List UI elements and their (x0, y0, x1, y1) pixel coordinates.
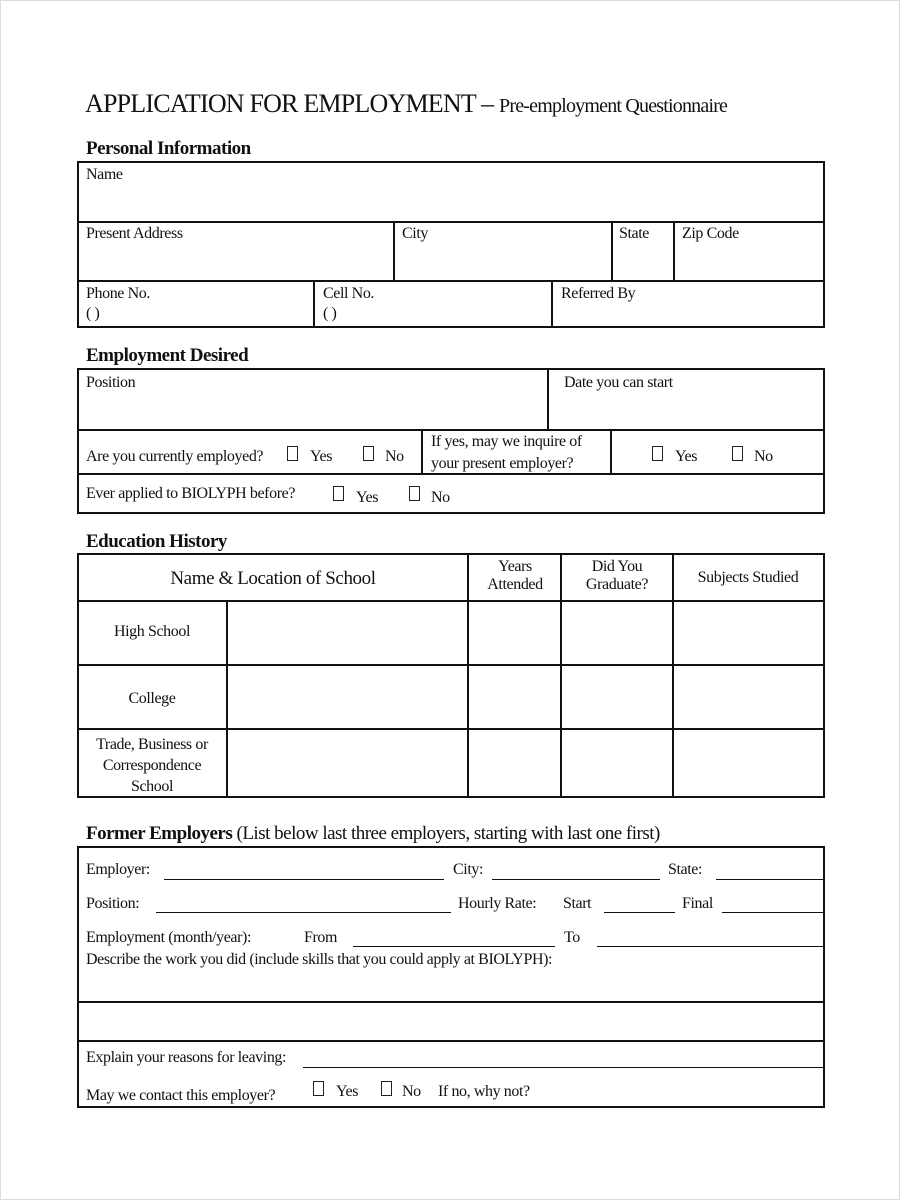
inquire-yes-checkbox[interactable] (652, 446, 663, 461)
city-field[interactable]: City (402, 225, 428, 242)
column-header-years: Years Attended (487, 558, 543, 594)
column-header-graduate: Did You Graduate? (585, 558, 649, 594)
why-not-label: If no, why not? (438, 1083, 530, 1100)
contact-employer-label: May we contact this employer? (86, 1087, 276, 1104)
referred-by-field[interactable]: Referred By (561, 285, 636, 302)
start-rate-label: Start (563, 895, 592, 912)
position-field[interactable]: Position (86, 374, 136, 391)
cell-area-code: ( ) (323, 305, 337, 322)
row-college: College (128, 690, 176, 707)
final-rate-label: Final (682, 895, 713, 912)
phone-area-code: ( ) (86, 305, 100, 322)
currently-employed-label: Are you currently employed? (86, 448, 264, 465)
start-rate-input[interactable] (604, 912, 675, 913)
currently-employed-no-checkbox[interactable] (363, 446, 374, 461)
column-header-school: Name & Location of School (170, 568, 376, 589)
row-trade-school: Trade, Business or Correspondence School (96, 736, 208, 795)
section-personal-heading: Personal Information (86, 138, 251, 159)
reasons-leaving-input[interactable] (303, 1067, 824, 1068)
employer-state-input[interactable] (716, 879, 824, 880)
yes-label: Yes (336, 1083, 359, 1100)
reasons-leaving-label: Explain your reasons for leaving: (86, 1049, 287, 1066)
column-header-subjects: Subjects Studied (697, 569, 799, 586)
former-employers-table (77, 846, 825, 1108)
employer-city-input[interactable] (492, 879, 660, 880)
currently-employed-yes-checkbox[interactable] (287, 446, 298, 461)
cell-field[interactable]: Cell No. (323, 285, 375, 302)
no-label: No (754, 448, 773, 465)
page-title: APPLICATION FOR EMPLOYMENT – Pre-employment Questionnaire (85, 89, 728, 118)
section-employment-heading: Employment Desired (86, 345, 249, 366)
yes-label: Yes (356, 489, 379, 506)
from-label: From (304, 929, 338, 946)
position-label: Position: (86, 895, 140, 912)
address-field[interactable]: Present Address (86, 225, 183, 242)
row-high-school: High School (113, 623, 191, 640)
applied-yes-checkbox[interactable] (333, 486, 344, 501)
start-date-field[interactable]: Date you can start (564, 374, 673, 391)
no-label: No (385, 448, 404, 465)
to-label: To (564, 929, 580, 946)
applied-no-checkbox[interactable] (409, 486, 420, 501)
zip-field[interactable]: Zip Code (682, 225, 739, 242)
employer-input[interactable] (164, 879, 444, 880)
phone-field[interactable]: Phone No. (86, 285, 150, 302)
no-label: No (402, 1083, 421, 1100)
employer-label: Employer: (86, 861, 150, 878)
former-position-input[interactable] (156, 912, 451, 913)
name-field[interactable]: Name (86, 166, 123, 183)
section-education-heading: Education History (86, 531, 227, 552)
section-former-heading: Former Employers (List below last three employers, starting with last one first) (86, 823, 660, 844)
personal-info-table (77, 161, 825, 328)
contact-no-checkbox[interactable] (381, 1081, 392, 1096)
to-date-input[interactable] (597, 946, 824, 947)
yes-label: Yes (675, 448, 698, 465)
from-date-input[interactable] (353, 946, 555, 947)
state-label: State: (668, 861, 703, 878)
describe-work-label: Describe the work you did (include skills that you could apply at BIOLYPH): (86, 951, 553, 968)
applied-before-label: Ever applied to BIOLYPH before? (86, 485, 296, 502)
city-label: City: (453, 861, 484, 878)
inquire-label-line2: your present employer? (431, 455, 574, 472)
hourly-rate-label: Hourly Rate: (458, 895, 537, 912)
employment-dates-label: Employment (month/year): (86, 929, 252, 946)
inquire-no-checkbox[interactable] (732, 446, 743, 461)
final-rate-input[interactable] (722, 912, 824, 913)
no-label: No (431, 489, 450, 506)
inquire-label-line1: If yes, may we inquire of (431, 433, 582, 450)
yes-label: Yes (310, 448, 333, 465)
contact-yes-checkbox[interactable] (313, 1081, 324, 1096)
state-field[interactable]: State (619, 225, 649, 242)
